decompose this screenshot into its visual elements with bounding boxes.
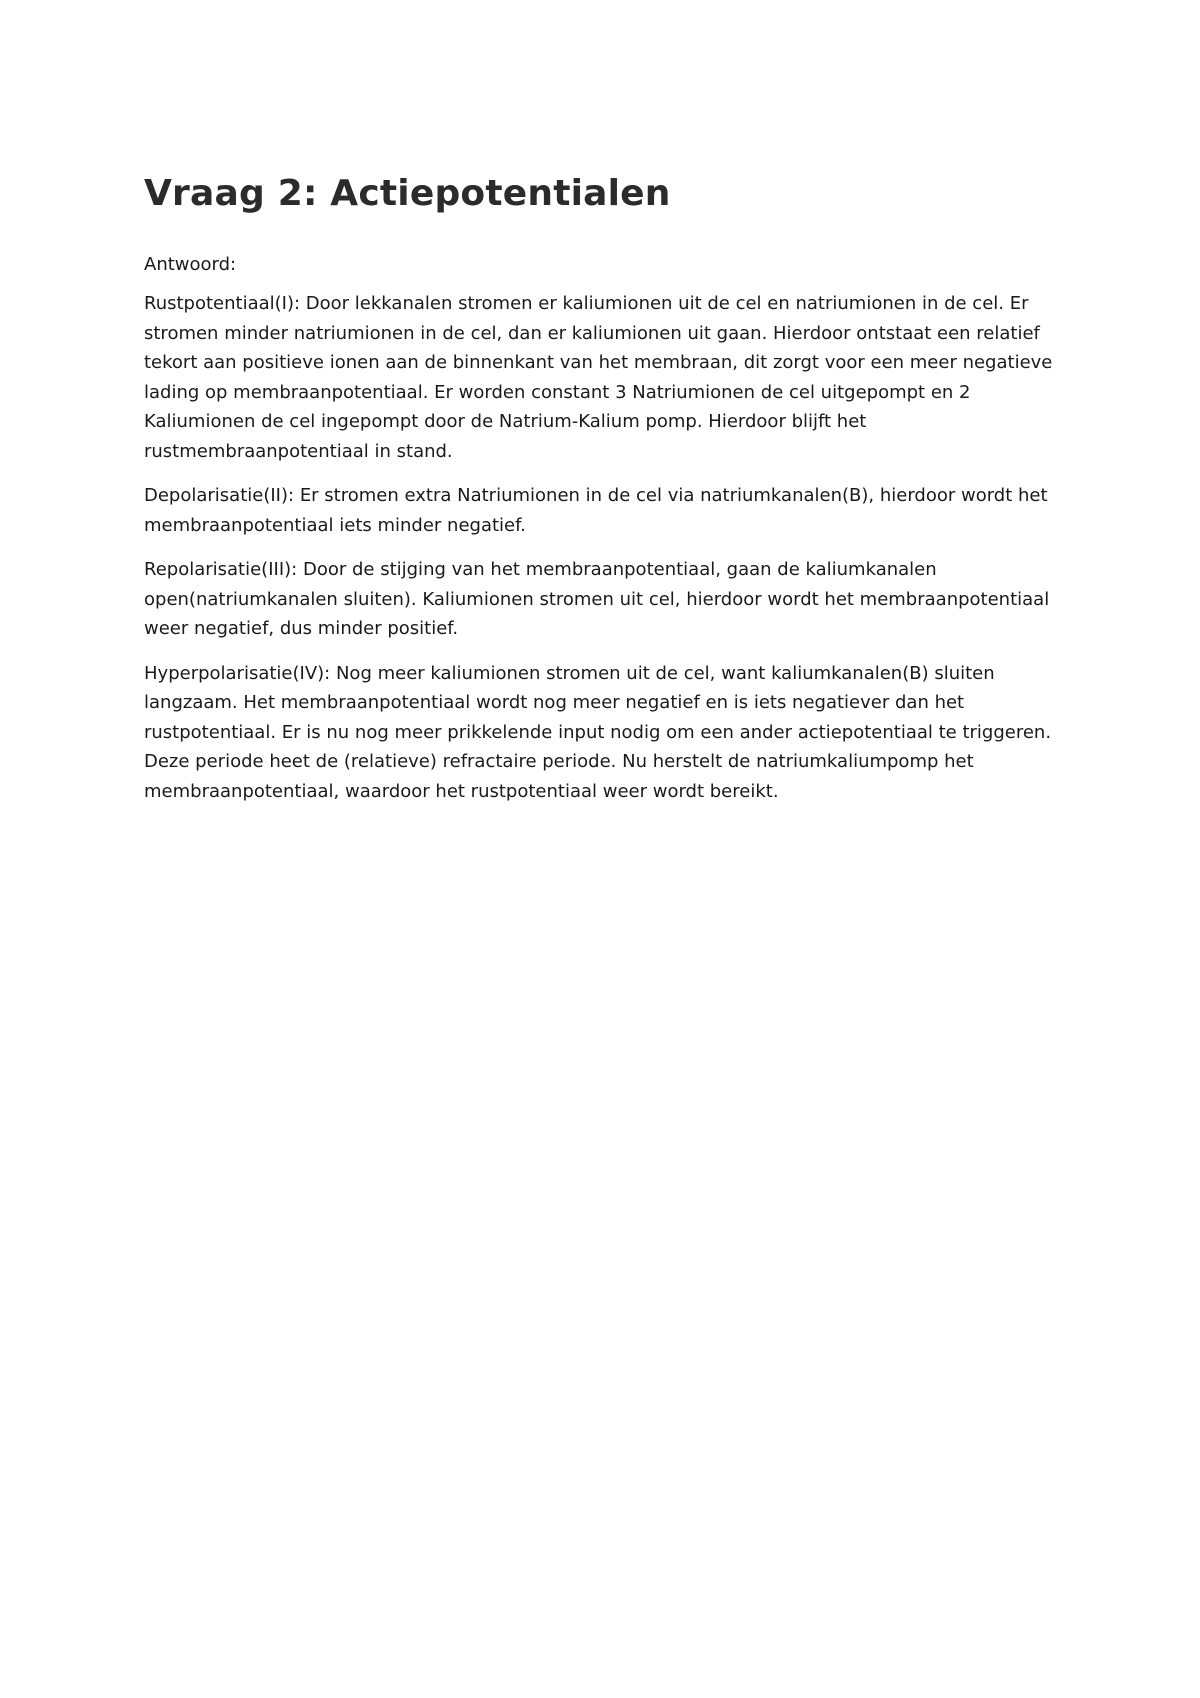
paragraph-heading: Repolarisatie(III):: [144, 559, 298, 580]
paragraph-depolarisatie: [144, 481, 1064, 540]
document-content: [144, 168, 1064, 821]
paragraph-heading: Rustpotentiaal(I):: [144, 293, 301, 314]
answer-label: Antwoord:: [144, 254, 237, 275]
paragraph-body: Door lekkanalen stromen er kaliumionen uit de cel en natriumionen in de cel. Er stromen minder natriumionen in de cel, dan er kaliumionen uit gaan. Hierdoor ontstaat een relatief tekort aan positieve ionen aan de binnenkant van het membraan, dit zorgt voor een meer negatieve lading op membraanpotentiaal. Er worden constant 3 Natriumionen de cel uitgepompt en 2 Kaliumionen de cel ingepompt door de Natrium-Kalium pomp. Hierdoor blijft het rustmembraanpotentiaal in stand.: [144, 293, 1053, 462]
paragraph-hyperpolarisatie: [144, 659, 1064, 807]
paragraph-heading: Depolarisatie(II):: [144, 485, 295, 506]
paragraph-heading: Hyperpolarisatie(IV):: [144, 662, 331, 684]
paragraph-body: Door de stijging van het membraanpotentiaal, gaan de kaliumkanalen open(natriumkanalen sluiten). Kaliumionen stromen uit cel, hierdoor wordt het membraanpotentiaal weer negatief, dus minder positief.: [144, 559, 1050, 639]
paragraph-body: Er stromen extra Natriumionen in de cel via natriumkanalen(B), hierdoor wordt het membraanpotentiaal iets minder negatief.: [144, 485, 1048, 536]
paragraph-body: Nog meer kaliumionen stromen uit de cel, want kaliumkanalen(B) sluiten langzaam. Het membraanpotentiaal wordt nog meer negatief en is iets negatiever dan het rustpotentiaal. Er is nu nog meer prikkelende input nodig om een ander actiepotentiaal te triggeren. Deze periode heet de (relatieve) refractaire periode. Nu herstelt de natriumkaliumpomp het membraanpotentiaal, waardoor het rustpotentiaal weer wordt bereikt.: [144, 662, 1052, 802]
page-title: Vraag 2: Actiepotentialen: [144, 173, 671, 214]
paragraph-repolarisatie: [144, 555, 1064, 644]
paragraph-rustpotentiaal: [144, 289, 1064, 466]
